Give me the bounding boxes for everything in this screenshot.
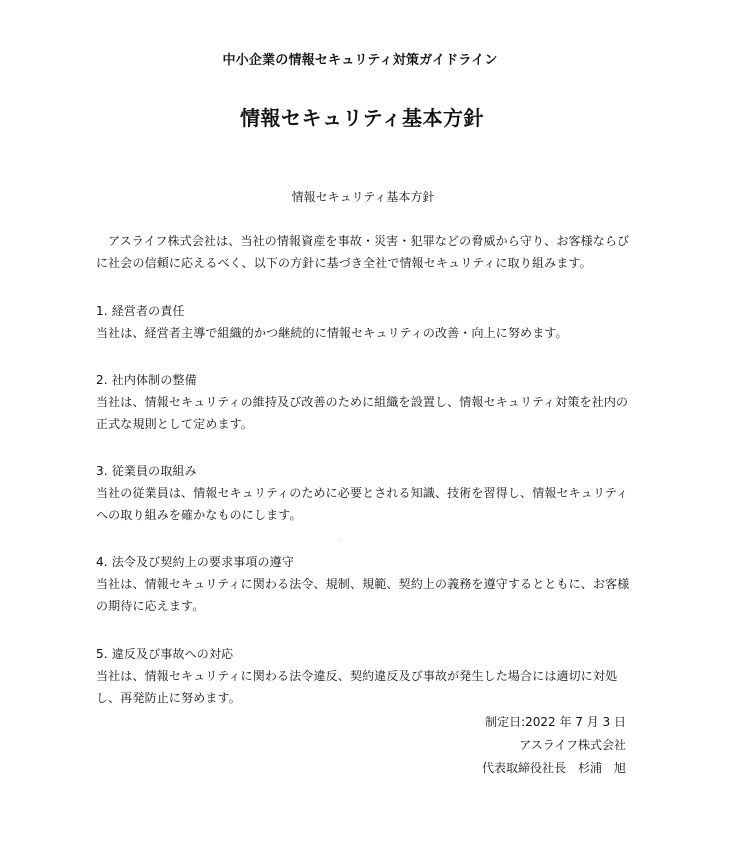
section-text: 当社の従業員は、情報セキュリティのために必要とされる知識、技術を習得し、情報セキュリティへの取り組みを確かなものにします。 bbox=[96, 486, 629, 522]
scan-dot bbox=[340, 540, 341, 541]
policy-section-1 bbox=[96, 300, 636, 344]
established-date: 制定日:2022 年 7 月 3 日 bbox=[485, 715, 626, 729]
section-heading: 2. 社内体制の整備 bbox=[96, 373, 197, 387]
section-heading: 4. 法令及び契約上の要求事項の遵守 bbox=[96, 555, 294, 569]
section-heading: 3. 従業員の取組み bbox=[96, 464, 197, 478]
document-title: 情報セキュリティ基本方針 bbox=[291, 190, 435, 204]
section-text: 当社は、情報セキュリティに関わる法令、規制、規範、契約上の義務を遵守するとともに、お客様の期待に応えます。 bbox=[96, 577, 630, 613]
representative-name: 代表取締役社長 杉浦 旭 bbox=[481, 761, 626, 775]
policy-section-4 bbox=[96, 551, 636, 617]
policy-section-5 bbox=[96, 643, 636, 709]
section-text: 当社は、情報セキュリティに関わる法令違反、契約違反及び事故が発生した場合には適切に対処し、再発防止に努めます。 bbox=[96, 669, 618, 705]
main-title: 情報セキュリティ基本方針 bbox=[240, 106, 484, 130]
policy-section-2 bbox=[96, 369, 636, 435]
section-text: 当社は、情報セキュリティの維持及び改善のために組織を設置し、情報セキュリティ対策を社内の正式な規則として定めます。 bbox=[96, 395, 629, 431]
section-heading: 5. 違反及び事故への対応 bbox=[96, 647, 234, 661]
section-text: 当社は、経営者主導で組織的かつ継続的に情報セキュリティの改善・向上に努めます。 bbox=[96, 326, 568, 340]
guideline-title: 中小企業の情報セキュリティ対策ガイドライン bbox=[222, 53, 498, 68]
signature-block bbox=[482, 711, 626, 780]
policy-section-3 bbox=[96, 460, 636, 526]
company-name: アスライフ株式会社 bbox=[519, 738, 626, 752]
section-heading: 1. 経営者の責任 bbox=[96, 304, 185, 318]
intro-paragraph: アスライフ株式会社は、当社の情報資産を事故・災害・犯罪などの脅威から守り、お客様ならびに社会の信頼に応えるべく、以下の方針に基づき全社で情報セキュリティに取り組みます。 bbox=[96, 234, 630, 270]
